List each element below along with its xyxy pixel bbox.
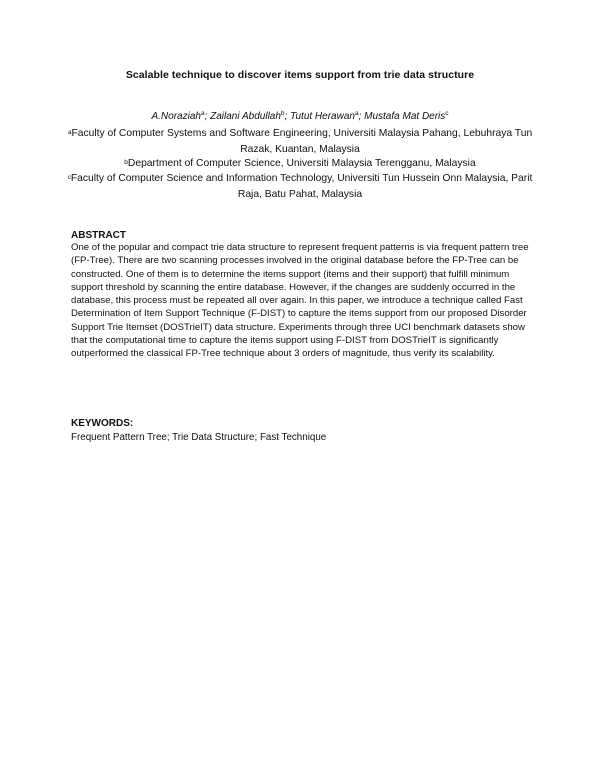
author-name: Zailani Abdullah xyxy=(210,111,281,122)
author-affiliation-mark: a xyxy=(354,110,359,117)
affiliation-b xyxy=(60,156,540,172)
author-name: Mustafa Mat Deris xyxy=(364,111,446,122)
affiliation-mark: b xyxy=(124,159,128,166)
author-separator: ; xyxy=(284,111,291,122)
affiliation-text: Faculty of Computer Systems and Software Engineering, Universiti Malaysia Pahang, Lebuhraya Tun Razak, Kuantan, Malaysia xyxy=(71,128,533,155)
affiliation-c xyxy=(60,171,540,202)
abstract-heading: ABSTRACT xyxy=(71,230,126,241)
author xyxy=(151,111,210,122)
author-affiliation-mark: b xyxy=(280,110,285,117)
affiliation-mark: c xyxy=(67,174,71,181)
author-affiliation-mark: a xyxy=(200,110,205,117)
affiliation-mark: a xyxy=(67,129,72,136)
author-name: Tutut Herawan xyxy=(290,111,355,122)
affiliation-text: Faculty of Computer Science and Information Technology, Universiti Tun Hussein Onn Malaysia, Parit Raja, Batu Pahat, Malaysia xyxy=(70,173,533,200)
affiliation-text: Department of Computer Science, Universiti Malaysia Terengganu, Malaysia xyxy=(127,158,476,169)
author xyxy=(290,111,364,122)
paper-title: Scalable technique to discover items support from trie data structure xyxy=(125,69,475,81)
author xyxy=(210,111,290,122)
author-separator: ; xyxy=(204,111,211,122)
abstract-text: One of the popular and compact trie data structure to represent frequent patterns is via frequent pattern tree (FP-Tree). There are two scanning processes involved in the original database before the FP-Tree can be constructed. One of them is to determine the items support (items and their support) that fulfill minimum support threshold by scanning the entire database. However, if the changes are suddenly occurred in the database, this process must be repeated all over again. In this paper, we introduce a technique called Fast Determination of Item Support Technique (F-DIST) to capture the items support from our proposed Disorder Support Trie Itemset (DOSTrieIT) data structure. Experiments through three UCI benchmark datasets show that the computational time to capture the items support using F-DIST from DOSTrieIT is significantly outperformed the classical FP-Tree technique about 3 orders of magnitude, thus verify its scalability. xyxy=(71,242,529,360)
affiliation-a xyxy=(60,126,540,157)
keywords-heading: KEYWORDS: xyxy=(71,418,134,429)
author-separator: ; xyxy=(358,111,365,122)
keywords-text: Frequent Pattern Tree; Trie Data Structure; Fast Technique xyxy=(71,432,327,443)
author-list xyxy=(0,111,600,122)
author xyxy=(364,111,448,122)
author-name: A.Noraziah xyxy=(151,111,201,122)
author-affiliation-mark: c xyxy=(445,110,449,117)
